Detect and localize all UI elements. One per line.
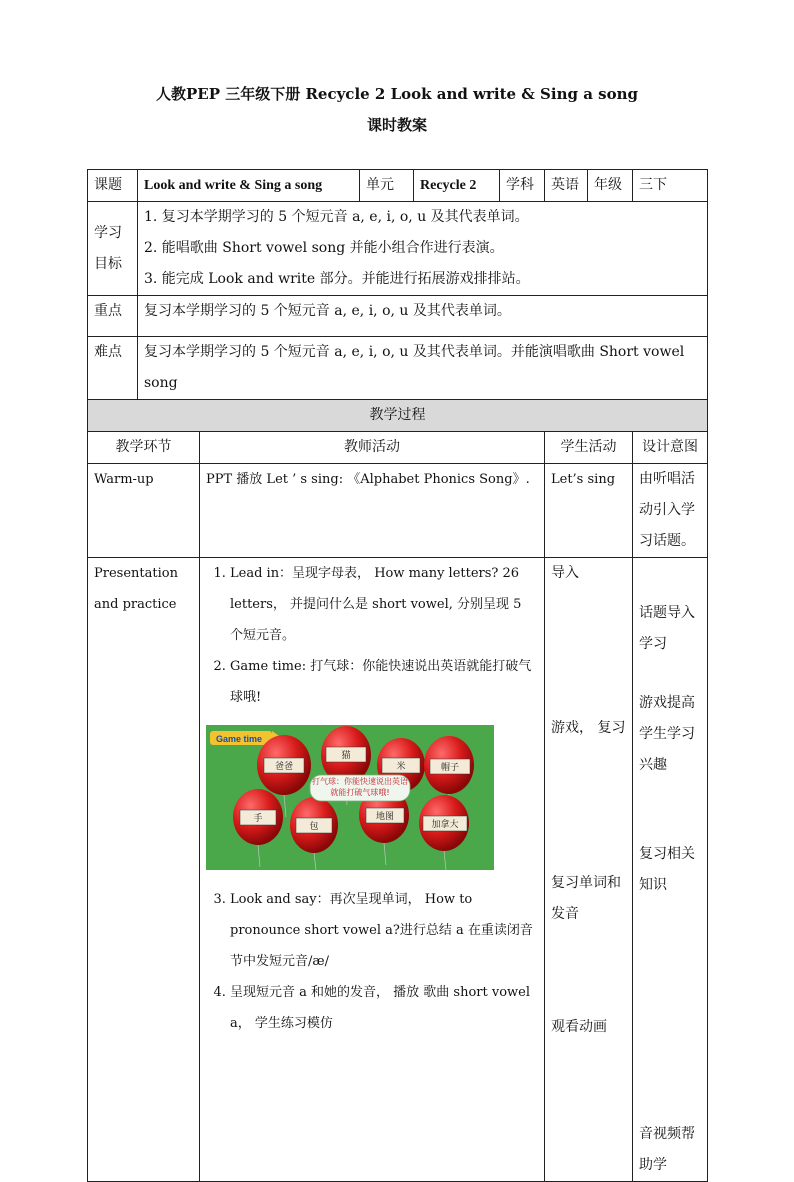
presentation-intent bbox=[633, 558, 708, 1182]
header-intent: 设计意图 bbox=[633, 432, 708, 464]
balloon-label: 猫 bbox=[341, 751, 351, 761]
warmup-teacher: PPT 播放 Let ’ s sing: 《Alphabet Phonics Song》. bbox=[200, 464, 545, 558]
header-teacher: 教师活动 bbox=[200, 432, 545, 464]
student-activity: 导入 bbox=[551, 565, 579, 581]
subject-label: 学科 bbox=[500, 170, 545, 202]
difficulties-row bbox=[88, 337, 708, 400]
balloon-label: 爸爸 bbox=[274, 762, 294, 772]
header-student: 学生活动 bbox=[545, 432, 633, 464]
balloon-label: 地图 bbox=[375, 812, 395, 822]
presentation-teacher bbox=[200, 558, 545, 1182]
key-points-text: 复习本学期学习的 5 个短元音 a, e, i, o, u 及其代表单词。 bbox=[138, 296, 708, 337]
balloon-label: 米 bbox=[396, 762, 406, 772]
process-title: 教学过程 bbox=[88, 400, 708, 432]
process-header-row bbox=[88, 432, 708, 464]
topic-label: 课题 bbox=[88, 170, 138, 202]
teacher-steps bbox=[206, 558, 538, 713]
intent-item: 话题导入学习 bbox=[639, 605, 695, 652]
topic-value: Look and write & Sing a song bbox=[138, 170, 360, 202]
document-title: 人教PEP 三年级下册 Recycle 2 Look and write & Sing a song bbox=[156, 85, 638, 103]
warmup-stage: Warm-up bbox=[88, 464, 200, 558]
info-row bbox=[88, 170, 708, 202]
objective-item: 2. 能唱歌曲 Short vowel song 并能小组合作进行表演。 bbox=[144, 240, 504, 256]
grade-label: 年级 bbox=[588, 170, 633, 202]
balloon-label: 加拿大 bbox=[431, 820, 459, 830]
unit-label: 单元 bbox=[360, 170, 414, 202]
teacher-step: 3. Look and say：再次呈现单词， How to pronounce short vowel a?进行总结 a 在重读闭音节中发短元音/æ/ bbox=[230, 884, 538, 977]
objectives-label-line1: 学习 bbox=[94, 224, 122, 241]
objective-item: 1. 复习本学期学习的 5 个短元音 a, e, i, o, u 及其代表单词。 bbox=[144, 209, 529, 225]
document-subtitle: 课时教案 bbox=[366, 116, 427, 134]
teacher-step: 1. Lead in：呈现字母表， How many letters? 26 letters， 并提问什么是 short vowel, 分别呈现 5 个短元音。 bbox=[230, 558, 538, 651]
process-title-row bbox=[88, 400, 708, 432]
teacher-steps-continued bbox=[206, 884, 538, 1039]
intent-item: 音视频帮助学 bbox=[639, 1126, 695, 1173]
warmup-row bbox=[88, 464, 708, 558]
game-time-image bbox=[206, 725, 494, 870]
game-time-banner-text: Game time bbox=[216, 734, 263, 744]
objective-item: 3. 能完成 Look and write 部分。并能进行拓展游戏排排站。 bbox=[144, 271, 530, 287]
balloon-label: 手 bbox=[253, 814, 263, 824]
difficulties-label: 难点 bbox=[88, 337, 138, 400]
objectives-content bbox=[138, 202, 708, 296]
lesson-plan-table bbox=[87, 169, 708, 1182]
balloon-label: 包 bbox=[309, 822, 319, 832]
unit-value: Recycle 2 bbox=[414, 170, 500, 202]
key-points-row bbox=[88, 296, 708, 337]
presentation-stage bbox=[88, 558, 200, 1182]
student-activity: 观看动画 bbox=[551, 1019, 607, 1035]
student-activity: 游戏， 复习 bbox=[551, 720, 626, 736]
objectives-label-line2: 目标 bbox=[94, 255, 122, 272]
intent-item: 游戏提高学生学习兴趣 bbox=[639, 695, 695, 773]
teacher-step: 4. 呈现短元音 a 和她的发音， 播放 歌曲 short vowel a， 学生练习模仿 bbox=[230, 977, 538, 1039]
objectives-label bbox=[88, 202, 138, 296]
warmup-intent: 由听唱活动引入学习话题。 bbox=[633, 464, 708, 558]
presentation-stage-line2: and practice bbox=[94, 597, 177, 612]
callout-text: 打气球：你能快速说出英语就能打破气球哦! bbox=[312, 777, 408, 797]
header-stage: 教学环节 bbox=[88, 432, 200, 464]
teacher-step: 2. Game time: 打气球：你能快速说出英语就能打破气球哦! bbox=[230, 651, 538, 713]
subject-value: 英语 bbox=[545, 170, 588, 202]
balloon-game-illustration bbox=[206, 725, 494, 870]
difficulties-text: 复习本学期学习的 5 个短元音 a, e, i, o, u 及其代表单词。并能演唱歌曲 Short vowel song bbox=[138, 337, 708, 400]
grade-value: 三下 bbox=[633, 170, 708, 202]
key-points-label: 重点 bbox=[88, 296, 138, 337]
presentation-student bbox=[545, 558, 633, 1182]
warmup-student: Let’s sing bbox=[545, 464, 633, 558]
intent-item: 复习相关知识 bbox=[639, 846, 695, 893]
presentation-row bbox=[88, 558, 708, 1182]
objectives-row bbox=[88, 202, 708, 296]
student-activity: 复习单词和发音 bbox=[551, 875, 621, 922]
balloon-label: 帽子 bbox=[440, 763, 460, 773]
presentation-stage-line1: Presentation bbox=[94, 566, 178, 581]
